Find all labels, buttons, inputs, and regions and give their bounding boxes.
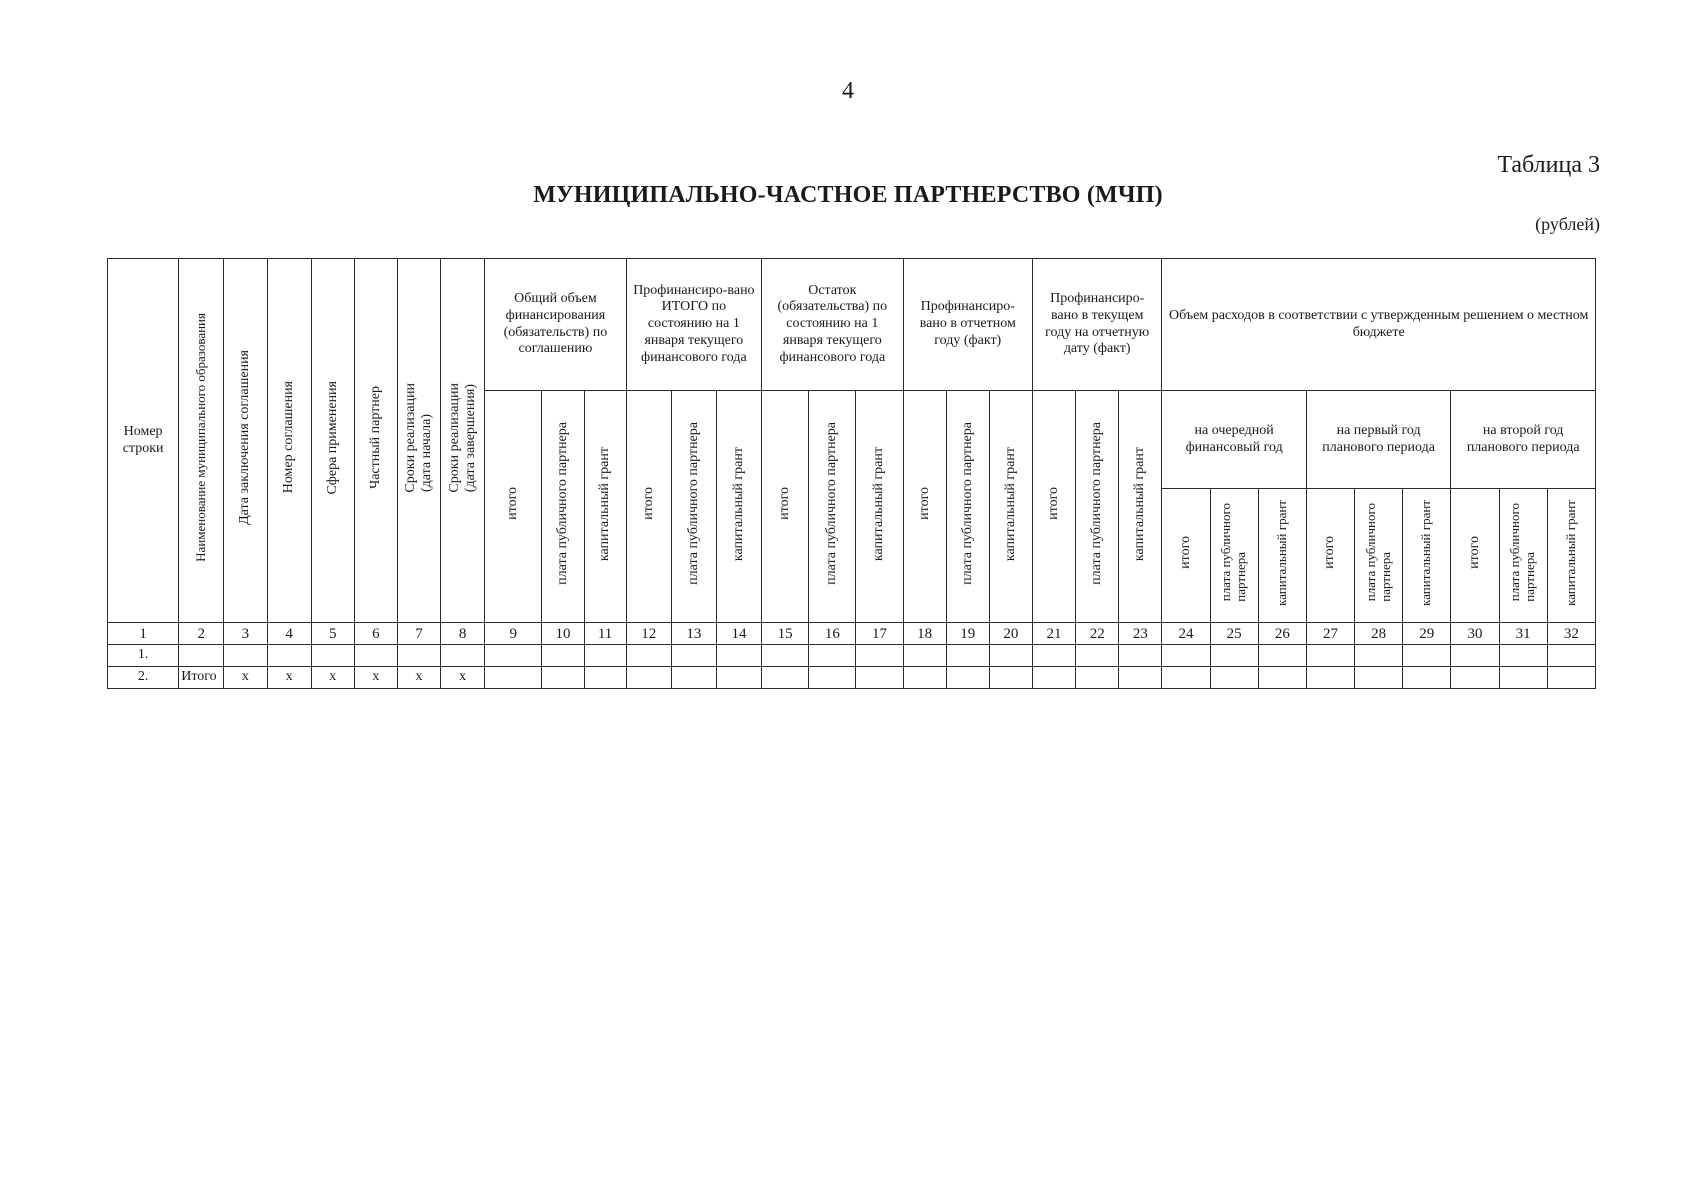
column-number-cell: 22: [1076, 623, 1119, 645]
header-group-remainder: Остаток (обязательства) по состоянию на 1 января текущего финансового года: [762, 259, 903, 391]
table-cell: [1403, 645, 1451, 667]
table-cell: [1032, 667, 1075, 689]
header-term-end: Сроки реализации(дата завершения): [441, 259, 485, 623]
header-b2-public-fee: плата публичногопартнера: [1355, 489, 1403, 623]
column-number-cell: 30: [1451, 623, 1499, 645]
header-b1-total: итого: [1162, 489, 1210, 623]
column-number-cell: 16: [809, 623, 856, 645]
table-cell: [989, 645, 1032, 667]
table-cell: [1499, 667, 1547, 689]
header-g4-grant: капитальный грант: [989, 391, 1032, 623]
header-sphere: Сфера применения: [311, 259, 354, 623]
header-g5-public-fee: плата публичного партнера: [1076, 391, 1119, 623]
column-number-cell: 6: [354, 623, 397, 645]
table-cell: [267, 645, 311, 667]
table-cell: [1076, 667, 1119, 689]
column-number-cell: 9: [485, 623, 542, 645]
table-label: Таблица 3: [1497, 152, 1600, 178]
header-g3-total: итого: [762, 391, 809, 623]
table-cell: [903, 645, 946, 667]
table-cell: [1162, 667, 1210, 689]
table-cell: [1451, 645, 1499, 667]
table-cell: [1306, 667, 1354, 689]
table-cell: [626, 667, 671, 689]
table-cell: [1119, 667, 1162, 689]
column-number-cell: 11: [584, 623, 626, 645]
column-number-cell: 3: [224, 623, 267, 645]
header-budget-first-plan-year: на первый год планового периода: [1306, 391, 1450, 489]
header-g1-total: итого: [485, 391, 542, 623]
column-number-cell: 12: [626, 623, 671, 645]
units-label: (рублей): [1535, 214, 1600, 234]
column-number-cell: 21: [1032, 623, 1075, 645]
column-number-cell: 5: [311, 623, 354, 645]
header-b3-total: итого: [1451, 489, 1499, 623]
column-number-cell: 23: [1119, 623, 1162, 645]
table-cell: x: [441, 667, 485, 689]
document-title: МУНИЦИПАЛЬНО-ЧАСТНОЕ ПАРТНЕРСТВО (МЧП): [533, 182, 1163, 208]
header-g3-public-fee: плата публичного партнера: [809, 391, 856, 623]
table-cell: [1032, 645, 1075, 667]
table-cell: [1119, 645, 1162, 667]
column-number-cell: 27: [1306, 623, 1354, 645]
header-row-1: [108, 259, 1596, 391]
header-term-start: Сроки реализации(дата начала): [397, 259, 440, 623]
table-cell: [1451, 667, 1499, 689]
table-cell: [1355, 667, 1403, 689]
column-number-cell: 14: [716, 623, 761, 645]
table-cell: [946, 645, 989, 667]
table-cell: [485, 645, 542, 667]
header-g4-public-fee: плата публичного партнера: [946, 391, 989, 623]
column-number-cell: 26: [1258, 623, 1306, 645]
column-number-cell: 8: [441, 623, 485, 645]
table-cell: [1076, 645, 1119, 667]
table-cell: [1162, 645, 1210, 667]
column-number-cell: 29: [1403, 623, 1451, 645]
column-number-cell: 25: [1210, 623, 1258, 645]
table-cell: x: [397, 667, 440, 689]
header-g2-total: итого: [626, 391, 671, 623]
table-cell: [1258, 645, 1306, 667]
header-g5-grant: капитальный грант: [1119, 391, 1162, 623]
header-agreement-number: Номер соглашения: [267, 259, 311, 623]
table-cell: x: [267, 667, 311, 689]
column-number-cell: 18: [903, 623, 946, 645]
table-cell: [671, 645, 716, 667]
column-number-cell: 19: [946, 623, 989, 645]
table-cell: [809, 645, 856, 667]
table-cell: x: [354, 667, 397, 689]
header-group-financed-total: Профинансиро-вано ИТОГО по состоянию на 1 января текущего финансового года: [626, 259, 761, 391]
table-cell: [584, 667, 626, 689]
header-b1-grant: капитальный грант: [1258, 489, 1306, 623]
header-b3-public-fee: плата публичногопартнера: [1499, 489, 1547, 623]
column-number-cell: 10: [542, 623, 584, 645]
column-number-cell: 13: [671, 623, 716, 645]
table-cell: [1355, 645, 1403, 667]
column-number-cell: 4: [267, 623, 311, 645]
column-number-cell: 31: [1499, 623, 1547, 645]
table-cell: [1210, 667, 1258, 689]
table-cell: x: [224, 667, 267, 689]
header-g4-total: итого: [903, 391, 946, 623]
column-number-cell: 17: [856, 623, 903, 645]
table-cell: [946, 667, 989, 689]
table-cell: [671, 667, 716, 689]
column-number-cell: 15: [762, 623, 809, 645]
table-cell: [397, 645, 440, 667]
row-number-cell: 2.: [108, 667, 179, 689]
table-cell: [485, 667, 542, 689]
header-municipality: Наименование муниципального образования: [179, 259, 224, 623]
table-cell: [856, 645, 903, 667]
header-private-partner: Частный партнер: [354, 259, 397, 623]
header-b3-grant: капитальный грант: [1547, 489, 1595, 623]
column-number-cell: 28: [1355, 623, 1403, 645]
table-cell: [762, 667, 809, 689]
table-cell: Итого: [179, 667, 224, 689]
table-cell: [856, 667, 903, 689]
table-cell: [716, 667, 761, 689]
table-cell: [1403, 667, 1451, 689]
page-number: 4: [842, 78, 854, 104]
header-b1-public-fee: плата публичногопартнера: [1210, 489, 1258, 623]
table-row: [108, 645, 1596, 667]
table-cell: [179, 645, 224, 667]
table-cell: [903, 667, 946, 689]
table-cell: [1547, 645, 1595, 667]
table-cell: [311, 645, 354, 667]
column-number-cell: 20: [989, 623, 1032, 645]
table-cell: [224, 645, 267, 667]
header-g1-public-fee: плата публичного партнера: [542, 391, 584, 623]
table-cell: [716, 645, 761, 667]
header-g2-public-fee: плата публичного партнера: [671, 391, 716, 623]
table-cell: [1306, 645, 1354, 667]
header-group-total-financing: Общий объем финансирования (обязательств) по соглашению: [485, 259, 626, 391]
header-g5-total: итого: [1032, 391, 1075, 623]
header-g2-grant: капитальный грант: [716, 391, 761, 623]
table-cell: [1210, 645, 1258, 667]
header-b2-total: итого: [1306, 489, 1354, 623]
table-row: [108, 667, 1596, 689]
header-row-number: Номер строки: [108, 259, 179, 623]
column-numbers-row: [108, 623, 1596, 645]
column-number-cell: 32: [1547, 623, 1595, 645]
table-cell: [1547, 667, 1595, 689]
table-cell: [542, 667, 584, 689]
table-cell: [1258, 667, 1306, 689]
header-group-financed-reporting-year: Профинансиро-вано в отчетном году (факт): [903, 259, 1032, 391]
table-cell: x: [311, 667, 354, 689]
header-b2-grant: капитальный грант: [1403, 489, 1451, 623]
table-cell: [626, 645, 671, 667]
column-number-cell: 2: [179, 623, 224, 645]
table-cell: [584, 645, 626, 667]
header-g1-grant: капитальный грант: [584, 391, 626, 623]
table-cell: [809, 667, 856, 689]
header-budget-second-plan-year: на второй год планового периода: [1451, 391, 1596, 489]
table-cell: [1499, 645, 1547, 667]
column-number-cell: 24: [1162, 623, 1210, 645]
table-cell: [354, 645, 397, 667]
table-cell: [989, 667, 1032, 689]
table-cell: [762, 645, 809, 667]
mchp-table: [107, 258, 1596, 689]
column-number-cell: 7: [397, 623, 440, 645]
table-cell: [542, 645, 584, 667]
column-number-cell: 1: [108, 623, 179, 645]
header-group-financed-current-year: Профинансиро-вано в текущем году на отчетную дату (факт): [1032, 259, 1161, 391]
header-g3-grant: капитальный грант: [856, 391, 903, 623]
header-agreement-date: Дата заключения соглашения: [224, 259, 267, 623]
table-cell: [441, 645, 485, 667]
header-budget-next-year: на очередной финансовый год: [1162, 391, 1306, 489]
header-group-budget: Объем расходов в соответствии с утвержденным решением о местном бюджете: [1162, 259, 1596, 391]
row-number-cell: 1.: [108, 645, 179, 667]
